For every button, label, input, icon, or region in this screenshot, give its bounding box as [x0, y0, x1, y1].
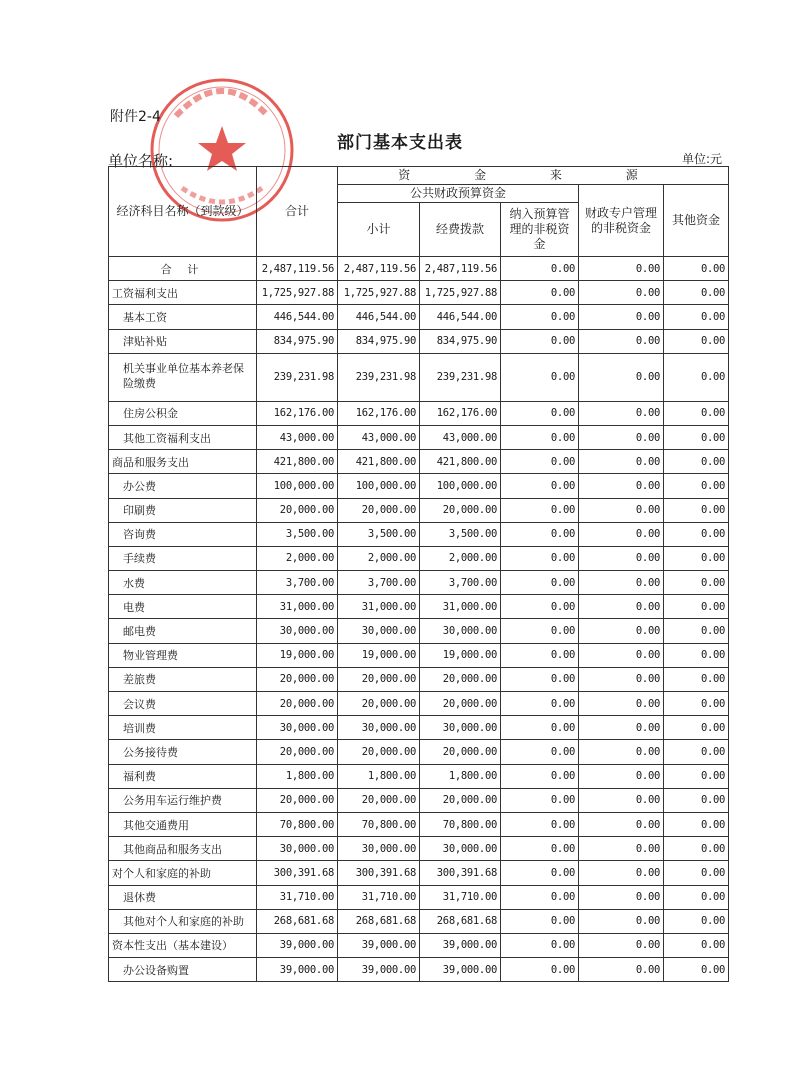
- cell-nontax: 0.00: [501, 692, 579, 716]
- cell-special: 0.00: [579, 498, 664, 522]
- cell-nontax: 0.00: [501, 909, 579, 933]
- cell-appropriation: 20,000.00: [420, 692, 501, 716]
- header-funding-source: 资 金 来 源: [338, 167, 729, 185]
- cell-other: 0.00: [664, 257, 729, 281]
- table-row: [109, 474, 729, 498]
- cell-appropriation: 31,000.00: [420, 595, 501, 619]
- cell-total: 268,681.68: [257, 909, 338, 933]
- cell-total: 1,725,927.88: [257, 281, 338, 305]
- row-item-name: 其他交通费用: [109, 812, 257, 836]
- cell-subtotal: 39,000.00: [338, 933, 420, 957]
- cell-subtotal: 268,681.68: [338, 909, 420, 933]
- row-item-name: 基本工资: [109, 305, 257, 329]
- cell-nontax: 0.00: [501, 595, 579, 619]
- cell-other: 0.00: [664, 764, 729, 788]
- row-item-name: 津贴补贴: [109, 329, 257, 353]
- row-item-name: 办公费: [109, 474, 257, 498]
- header-appropriation: 经费拨款: [420, 203, 501, 257]
- cell-special: 0.00: [579, 329, 664, 353]
- cell-total: 3,700.00: [257, 571, 338, 595]
- cell-other: 0.00: [664, 667, 729, 691]
- table-row: [109, 329, 729, 353]
- cell-other: 0.00: [664, 305, 729, 329]
- cell-other: 0.00: [664, 812, 729, 836]
- cell-total: 31,710.00: [257, 885, 338, 909]
- cell-other: 0.00: [664, 522, 729, 546]
- table-row: [109, 425, 729, 449]
- cell-total: 20,000.00: [257, 740, 338, 764]
- cell-special: 0.00: [579, 571, 664, 595]
- table-row: [109, 764, 729, 788]
- table-row: [109, 667, 729, 691]
- cell-special: 0.00: [579, 716, 664, 740]
- header-special-account-nontax: 财政专户管理的非税资金: [579, 185, 664, 257]
- cell-subtotal: 20,000.00: [338, 667, 420, 691]
- cell-total: 20,000.00: [257, 498, 338, 522]
- table-row: [109, 909, 729, 933]
- cell-other: 0.00: [664, 425, 729, 449]
- cell-special: 0.00: [579, 474, 664, 498]
- cell-appropriation: 70,800.00: [420, 812, 501, 836]
- cell-appropriation: 30,000.00: [420, 837, 501, 861]
- cell-special: 0.00: [579, 837, 664, 861]
- cell-total: 1,800.00: [257, 764, 338, 788]
- cell-nontax: 0.00: [501, 329, 579, 353]
- row-item-name: 福利费: [109, 764, 257, 788]
- cell-total: 39,000.00: [257, 958, 338, 982]
- cell-other: 0.00: [664, 740, 729, 764]
- table-row: [109, 958, 729, 982]
- cell-special: 0.00: [579, 425, 664, 449]
- cell-appropriation: 239,231.98: [420, 353, 501, 401]
- cell-appropriation: 39,000.00: [420, 933, 501, 957]
- cell-nontax: 0.00: [501, 885, 579, 909]
- cell-nontax: 0.00: [501, 643, 579, 667]
- table-row: [109, 401, 729, 425]
- cell-other: 0.00: [664, 401, 729, 425]
- cell-total: 30,000.00: [257, 619, 338, 643]
- cell-nontax: 0.00: [501, 281, 579, 305]
- table-row: [109, 571, 729, 595]
- cell-other: 0.00: [664, 450, 729, 474]
- cell-special: 0.00: [579, 257, 664, 281]
- cell-subtotal: 3,500.00: [338, 522, 420, 546]
- row-item-name: 印刷费: [109, 498, 257, 522]
- table-row: [109, 595, 729, 619]
- cell-nontax: 0.00: [501, 667, 579, 691]
- table-row: [109, 498, 729, 522]
- basic-expenditure-table: [108, 166, 729, 982]
- cell-nontax: 0.00: [501, 305, 579, 329]
- table-row: [109, 812, 729, 836]
- cell-appropriation: 19,000.00: [420, 643, 501, 667]
- cell-total: 31,000.00: [257, 595, 338, 619]
- cell-nontax: 0.00: [501, 546, 579, 570]
- row-item-name: 其他工资福利支出: [109, 425, 257, 449]
- cell-special: 0.00: [579, 861, 664, 885]
- cell-appropriation: 39,000.00: [420, 958, 501, 982]
- cell-nontax: 0.00: [501, 498, 579, 522]
- cell-total: 30,000.00: [257, 837, 338, 861]
- cell-special: 0.00: [579, 522, 664, 546]
- cell-subtotal: 31,000.00: [338, 595, 420, 619]
- cell-subtotal: 20,000.00: [338, 498, 420, 522]
- cell-subtotal: 834,975.90: [338, 329, 420, 353]
- cell-other: 0.00: [664, 619, 729, 643]
- row-item-name: 公务用车运行维护费: [109, 788, 257, 812]
- row-item-name: 物业管理费: [109, 643, 257, 667]
- cell-special: 0.00: [579, 788, 664, 812]
- cell-subtotal: 20,000.00: [338, 788, 420, 812]
- table-row: [109, 740, 729, 764]
- row-item-name: 资本性支出（基本建设）: [109, 933, 257, 957]
- cell-subtotal: 1,725,927.88: [338, 281, 420, 305]
- table-row: [109, 619, 729, 643]
- cell-total: 239,231.98: [257, 353, 338, 401]
- cell-total: 39,000.00: [257, 933, 338, 957]
- cell-total: 19,000.00: [257, 643, 338, 667]
- cell-subtotal: 70,800.00: [338, 812, 420, 836]
- table-row: [109, 643, 729, 667]
- cell-total: 20,000.00: [257, 788, 338, 812]
- cell-total: 3,500.00: [257, 522, 338, 546]
- cell-total: 2,000.00: [257, 546, 338, 570]
- cell-appropriation: 162,176.00: [420, 401, 501, 425]
- cell-subtotal: 239,231.98: [338, 353, 420, 401]
- cell-special: 0.00: [579, 933, 664, 957]
- cell-nontax: 0.00: [501, 401, 579, 425]
- header-other-funds: 其他资金: [664, 185, 729, 257]
- cell-nontax: 0.00: [501, 933, 579, 957]
- cell-appropriation: 31,710.00: [420, 885, 501, 909]
- unit-name-label: 单位名称:: [108, 152, 174, 170]
- cell-total: 30,000.00: [257, 716, 338, 740]
- cell-subtotal: 300,391.68: [338, 861, 420, 885]
- row-item-name: 邮电费: [109, 619, 257, 643]
- cell-special: 0.00: [579, 812, 664, 836]
- row-item-name: 商品和服务支出: [109, 450, 257, 474]
- cell-nontax: 0.00: [501, 788, 579, 812]
- cell-other: 0.00: [664, 716, 729, 740]
- cell-other: 0.00: [664, 861, 729, 885]
- cell-nontax: 0.00: [501, 958, 579, 982]
- cell-other: 0.00: [664, 474, 729, 498]
- cell-special: 0.00: [579, 619, 664, 643]
- table-row: [109, 885, 729, 909]
- cell-other: 0.00: [664, 885, 729, 909]
- cell-other: 0.00: [664, 353, 729, 401]
- cell-nontax: 0.00: [501, 522, 579, 546]
- cell-total: 300,391.68: [257, 861, 338, 885]
- cell-nontax: 0.00: [501, 257, 579, 281]
- cell-subtotal: 421,800.00: [338, 450, 420, 474]
- cell-nontax: 0.00: [501, 764, 579, 788]
- cell-subtotal: 162,176.00: [338, 401, 420, 425]
- header-subtotal: 小计: [338, 203, 420, 257]
- cell-subtotal: 3,700.00: [338, 571, 420, 595]
- cell-total: 834,975.90: [257, 329, 338, 353]
- cell-appropriation: 20,000.00: [420, 788, 501, 812]
- row-item-name: 退休费: [109, 885, 257, 909]
- cell-subtotal: 2,487,119.56: [338, 257, 420, 281]
- table-row: [109, 788, 729, 812]
- row-item-name: 会议费: [109, 692, 257, 716]
- cell-total: 20,000.00: [257, 692, 338, 716]
- cell-other: 0.00: [664, 909, 729, 933]
- currency-unit-label: 单位:元: [681, 152, 722, 166]
- row-item-name: 水费: [109, 571, 257, 595]
- cell-other: 0.00: [664, 643, 729, 667]
- cell-nontax: 0.00: [501, 571, 579, 595]
- row-item-name: 电费: [109, 595, 257, 619]
- cell-appropriation: 3,500.00: [420, 522, 501, 546]
- cell-special: 0.00: [579, 546, 664, 570]
- cell-total: 2,487,119.56: [257, 257, 338, 281]
- cell-other: 0.00: [664, 329, 729, 353]
- cell-special: 0.00: [579, 958, 664, 982]
- cell-nontax: 0.00: [501, 837, 579, 861]
- cell-appropriation: 2,000.00: [420, 546, 501, 570]
- row-item-name: 对个人和家庭的补助: [109, 861, 257, 885]
- table-row: [109, 546, 729, 570]
- header-public-budget: 公共财政预算资金: [338, 185, 579, 203]
- cell-appropriation: 1,800.00: [420, 764, 501, 788]
- cell-special: 0.00: [579, 643, 664, 667]
- cell-subtotal: 39,000.00: [338, 958, 420, 982]
- cell-nontax: 0.00: [501, 716, 579, 740]
- cell-total: 421,800.00: [257, 450, 338, 474]
- cell-subtotal: 19,000.00: [338, 643, 420, 667]
- cell-nontax: 0.00: [501, 353, 579, 401]
- row-item-name: 其他商品和服务支出: [109, 837, 257, 861]
- cell-other: 0.00: [664, 595, 729, 619]
- table-body: [109, 257, 729, 982]
- cell-appropriation: 300,391.68: [420, 861, 501, 885]
- cell-other: 0.00: [664, 498, 729, 522]
- cell-subtotal: 2,000.00: [338, 546, 420, 570]
- cell-appropriation: 30,000.00: [420, 619, 501, 643]
- cell-appropriation: 100,000.00: [420, 474, 501, 498]
- cell-other: 0.00: [664, 571, 729, 595]
- cell-nontax: 0.00: [501, 861, 579, 885]
- page-title: 部门基本支出表: [337, 133, 463, 153]
- attachment-number: 附件2-4: [110, 109, 161, 125]
- row-item-name: 其他对个人和家庭的补助: [109, 909, 257, 933]
- cell-other: 0.00: [664, 837, 729, 861]
- table-row: [109, 305, 729, 329]
- cell-other: 0.00: [664, 281, 729, 305]
- table-row: [109, 522, 729, 546]
- row-item-name: 住房公积金: [109, 401, 257, 425]
- cell-appropriation: 30,000.00: [420, 716, 501, 740]
- cell-subtotal: 30,000.00: [338, 619, 420, 643]
- cell-special: 0.00: [579, 740, 664, 764]
- cell-subtotal: 20,000.00: [338, 692, 420, 716]
- cell-special: 0.00: [579, 450, 664, 474]
- table-row: [109, 933, 729, 957]
- table-row: [109, 353, 729, 401]
- cell-appropriation: 421,800.00: [420, 450, 501, 474]
- table-row: [109, 257, 729, 281]
- cell-special: 0.00: [579, 909, 664, 933]
- cell-total: 70,800.00: [257, 812, 338, 836]
- row-item-name: 机关事业单位基本养老保险缴费: [109, 353, 257, 401]
- cell-appropriation: 1,725,927.88: [420, 281, 501, 305]
- cell-total: 446,544.00: [257, 305, 338, 329]
- cell-special: 0.00: [579, 353, 664, 401]
- cell-special: 0.00: [579, 401, 664, 425]
- table-row: [109, 861, 729, 885]
- cell-subtotal: 20,000.00: [338, 740, 420, 764]
- cell-nontax: 0.00: [501, 619, 579, 643]
- header-budget-nontax: 纳入预算管理的非税资金: [501, 203, 579, 257]
- cell-appropriation: 43,000.00: [420, 425, 501, 449]
- cell-subtotal: 1,800.00: [338, 764, 420, 788]
- table-row: [109, 692, 729, 716]
- table-row: [109, 837, 729, 861]
- cell-nontax: 0.00: [501, 450, 579, 474]
- cell-appropriation: 2,487,119.56: [420, 257, 501, 281]
- row-item-name: 差旅费: [109, 667, 257, 691]
- cell-subtotal: 446,544.00: [338, 305, 420, 329]
- cell-subtotal: 30,000.00: [338, 716, 420, 740]
- cell-special: 0.00: [579, 305, 664, 329]
- cell-appropriation: 3,700.00: [420, 571, 501, 595]
- table-row: [109, 450, 729, 474]
- cell-nontax: 0.00: [501, 425, 579, 449]
- cell-subtotal: 30,000.00: [338, 837, 420, 861]
- cell-other: 0.00: [664, 933, 729, 957]
- cell-special: 0.00: [579, 595, 664, 619]
- cell-nontax: 0.00: [501, 474, 579, 498]
- cell-total: 20,000.00: [257, 667, 338, 691]
- cell-appropriation: 20,000.00: [420, 498, 501, 522]
- cell-subtotal: 100,000.00: [338, 474, 420, 498]
- row-item-name: 工资福利支出: [109, 281, 257, 305]
- cell-subtotal: 31,710.00: [338, 885, 420, 909]
- cell-nontax: 0.00: [501, 740, 579, 764]
- table-row: [109, 716, 729, 740]
- row-item-name: 公务接待费: [109, 740, 257, 764]
- row-item-name: 办公设备购置: [109, 958, 257, 982]
- cell-appropriation: 834,975.90: [420, 329, 501, 353]
- cell-other: 0.00: [664, 692, 729, 716]
- cell-total: 43,000.00: [257, 425, 338, 449]
- header-total: 合计: [257, 167, 338, 257]
- cell-special: 0.00: [579, 281, 664, 305]
- cell-special: 0.00: [579, 667, 664, 691]
- cell-appropriation: 268,681.68: [420, 909, 501, 933]
- cell-special: 0.00: [579, 692, 664, 716]
- cell-appropriation: 20,000.00: [420, 667, 501, 691]
- cell-appropriation: 446,544.00: [420, 305, 501, 329]
- cell-special: 0.00: [579, 885, 664, 909]
- cell-subtotal: 43,000.00: [338, 425, 420, 449]
- cell-appropriation: 20,000.00: [420, 740, 501, 764]
- header-item-name: 经济科目名称（到款级）: [109, 167, 257, 257]
- row-item-name: 合 计: [109, 257, 257, 281]
- cell-total: 100,000.00: [257, 474, 338, 498]
- row-item-name: 手续费: [109, 546, 257, 570]
- cell-other: 0.00: [664, 546, 729, 570]
- cell-special: 0.00: [579, 764, 664, 788]
- row-item-name: 咨询费: [109, 522, 257, 546]
- cell-nontax: 0.00: [501, 812, 579, 836]
- row-item-name: 培训费: [109, 716, 257, 740]
- cell-other: 0.00: [664, 958, 729, 982]
- cell-total: 162,176.00: [257, 401, 338, 425]
- table-row: [109, 281, 729, 305]
- cell-other: 0.00: [664, 788, 729, 812]
